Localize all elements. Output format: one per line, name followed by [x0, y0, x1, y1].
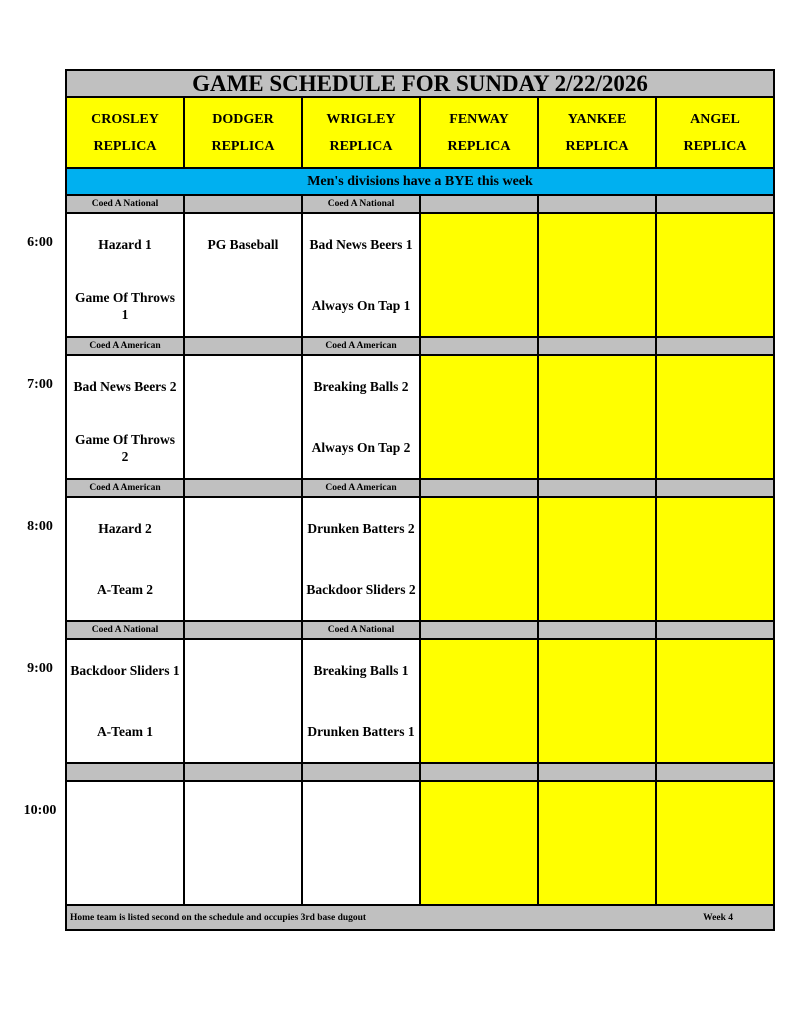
division-label: [538, 479, 656, 497]
field-name: FENWAY: [449, 111, 509, 127]
game-cell: [66, 639, 184, 763]
division-label: [184, 337, 302, 355]
game-cell: [656, 781, 774, 905]
game-cell: [302, 497, 420, 621]
home-team: Backdoor Sliders 2: [306, 582, 416, 597]
division-label: [184, 195, 302, 213]
away-team: Backdoor Sliders 1: [70, 663, 180, 678]
away-team: [185, 640, 301, 701]
division-label: [420, 479, 538, 497]
division-label: Coed A National: [66, 195, 184, 213]
game-cell: [66, 213, 184, 337]
game-cell: [66, 355, 184, 479]
schedule-table: [65, 69, 775, 931]
division-label: Coed A American: [302, 337, 420, 355]
field-name: ANGEL: [690, 111, 740, 127]
time-label: 10:00: [23, 803, 57, 818]
game-cell: [184, 355, 302, 479]
time-slot-row: [66, 781, 774, 905]
home-team: A-Team 2: [96, 582, 154, 597]
division-label: [538, 621, 656, 639]
game-cell: [420, 213, 538, 337]
away-team: PG Baseball: [207, 237, 279, 252]
away-team: Bad News Beers 1: [309, 237, 413, 252]
game-cell: [656, 213, 774, 337]
division-label: [656, 763, 774, 781]
away-team: Breaking Balls 2: [313, 379, 409, 394]
time-label: 7:00: [27, 377, 53, 392]
time-label: 8:00: [27, 519, 53, 534]
game-cell: [420, 781, 538, 905]
division-label: [420, 337, 538, 355]
away-team: Hazard 2: [98, 521, 152, 536]
game-cell: [302, 213, 420, 337]
away-team: Hazard 1: [98, 237, 152, 252]
division-label: [538, 763, 656, 781]
field-header-wrigley: [302, 97, 420, 168]
away-team: [185, 498, 301, 559]
home-team: Always On Tap 2: [311, 440, 411, 455]
game-cell: [184, 497, 302, 621]
game-cell: [302, 781, 420, 905]
field-header-fenway: [420, 97, 538, 168]
division-label: [184, 763, 302, 781]
field-type: REPLICA: [211, 138, 275, 154]
bye-notice: Men's divisions have a BYE this week: [66, 168, 774, 195]
division-row: [66, 621, 774, 639]
game-cell: [656, 497, 774, 621]
game-cell: [66, 497, 184, 621]
field-name: WRIGLEY: [326, 111, 396, 127]
division-label: Coed A American: [66, 479, 184, 497]
time-slot-row: [66, 213, 774, 337]
page-title: GAME SCHEDULE FOR SUNDAY 2/22/2026: [66, 70, 774, 97]
time-slot-row: [66, 639, 774, 763]
field-header-yankee: [538, 97, 656, 168]
division-row: [66, 195, 774, 213]
field-name: DODGER: [212, 111, 274, 127]
division-label: [538, 195, 656, 213]
division-label: Coed A National: [66, 621, 184, 639]
away-team: [67, 782, 183, 843]
time-label: 6:00: [27, 235, 53, 250]
game-cell: [538, 781, 656, 905]
game-cell: [538, 355, 656, 479]
field-header-angel: [656, 97, 774, 168]
home-team: Always On Tap 1: [311, 298, 411, 313]
away-team: [303, 782, 419, 843]
division-label: [656, 479, 774, 497]
field-type: REPLICA: [565, 138, 629, 154]
home-team: [185, 559, 301, 620]
time-slot-row: [66, 355, 774, 479]
division-label: [656, 337, 774, 355]
game-cell: [302, 355, 420, 479]
away-team: Drunken Batters 2: [307, 521, 415, 536]
division-label: Coed A National: [302, 621, 420, 639]
game-cell: [656, 355, 774, 479]
division-label: [420, 195, 538, 213]
division-label: [656, 621, 774, 639]
division-label: [302, 763, 420, 781]
time-slot-row: [66, 497, 774, 621]
division-row: [66, 479, 774, 497]
field-type: REPLICA: [683, 138, 747, 154]
field-header-crosley: [66, 97, 184, 168]
game-cell: [184, 213, 302, 337]
footer-note: Home team is listed second on the schedule and occupies 3rd base dugout: [70, 912, 367, 923]
home-team: [303, 843, 419, 904]
away-team: Bad News Beers 2: [73, 379, 177, 394]
footer: [66, 905, 774, 930]
division-label: [420, 763, 538, 781]
game-cell: [656, 639, 774, 763]
division-label: [656, 195, 774, 213]
division-label: Coed A American: [302, 479, 420, 497]
division-label: [184, 479, 302, 497]
game-cell: [538, 213, 656, 337]
field-type: REPLICA: [447, 138, 511, 154]
game-cell: [420, 497, 538, 621]
game-cell: [538, 497, 656, 621]
division-label: [420, 621, 538, 639]
division-row: [66, 763, 774, 781]
away-team: [185, 356, 301, 417]
away-team: Breaking Balls 1: [313, 663, 409, 678]
home-team: [185, 701, 301, 762]
field-type: REPLICA: [93, 138, 157, 154]
home-team: Game Of Throws 2: [74, 431, 175, 464]
home-team: [185, 275, 301, 336]
time-label: 9:00: [27, 661, 53, 676]
game-cell: [184, 781, 302, 905]
field-header-dodger: [184, 97, 302, 168]
game-cell: [420, 355, 538, 479]
home-team: A-Team 1: [96, 724, 154, 739]
division-label: [538, 337, 656, 355]
division-label: Coed A American: [66, 337, 184, 355]
field-name: CROSLEY: [91, 111, 159, 127]
field-type: REPLICA: [329, 138, 393, 154]
game-cell: [302, 639, 420, 763]
game-cell: [184, 639, 302, 763]
game-cell: [66, 781, 184, 905]
field-name: YANKEE: [567, 111, 627, 127]
division-label: [66, 763, 184, 781]
division-label: Coed A National: [302, 195, 420, 213]
home-team: Drunken Batters 1: [307, 724, 415, 739]
division-label: [184, 621, 302, 639]
home-team: Game Of Throws 1: [74, 289, 175, 322]
home-team: [185, 417, 301, 478]
game-cell: [420, 639, 538, 763]
home-team: [185, 843, 301, 904]
game-cell: [538, 639, 656, 763]
week-label: Week 4: [703, 912, 733, 923]
away-team: [185, 782, 301, 843]
division-row: [66, 337, 774, 355]
home-team: [67, 843, 183, 904]
